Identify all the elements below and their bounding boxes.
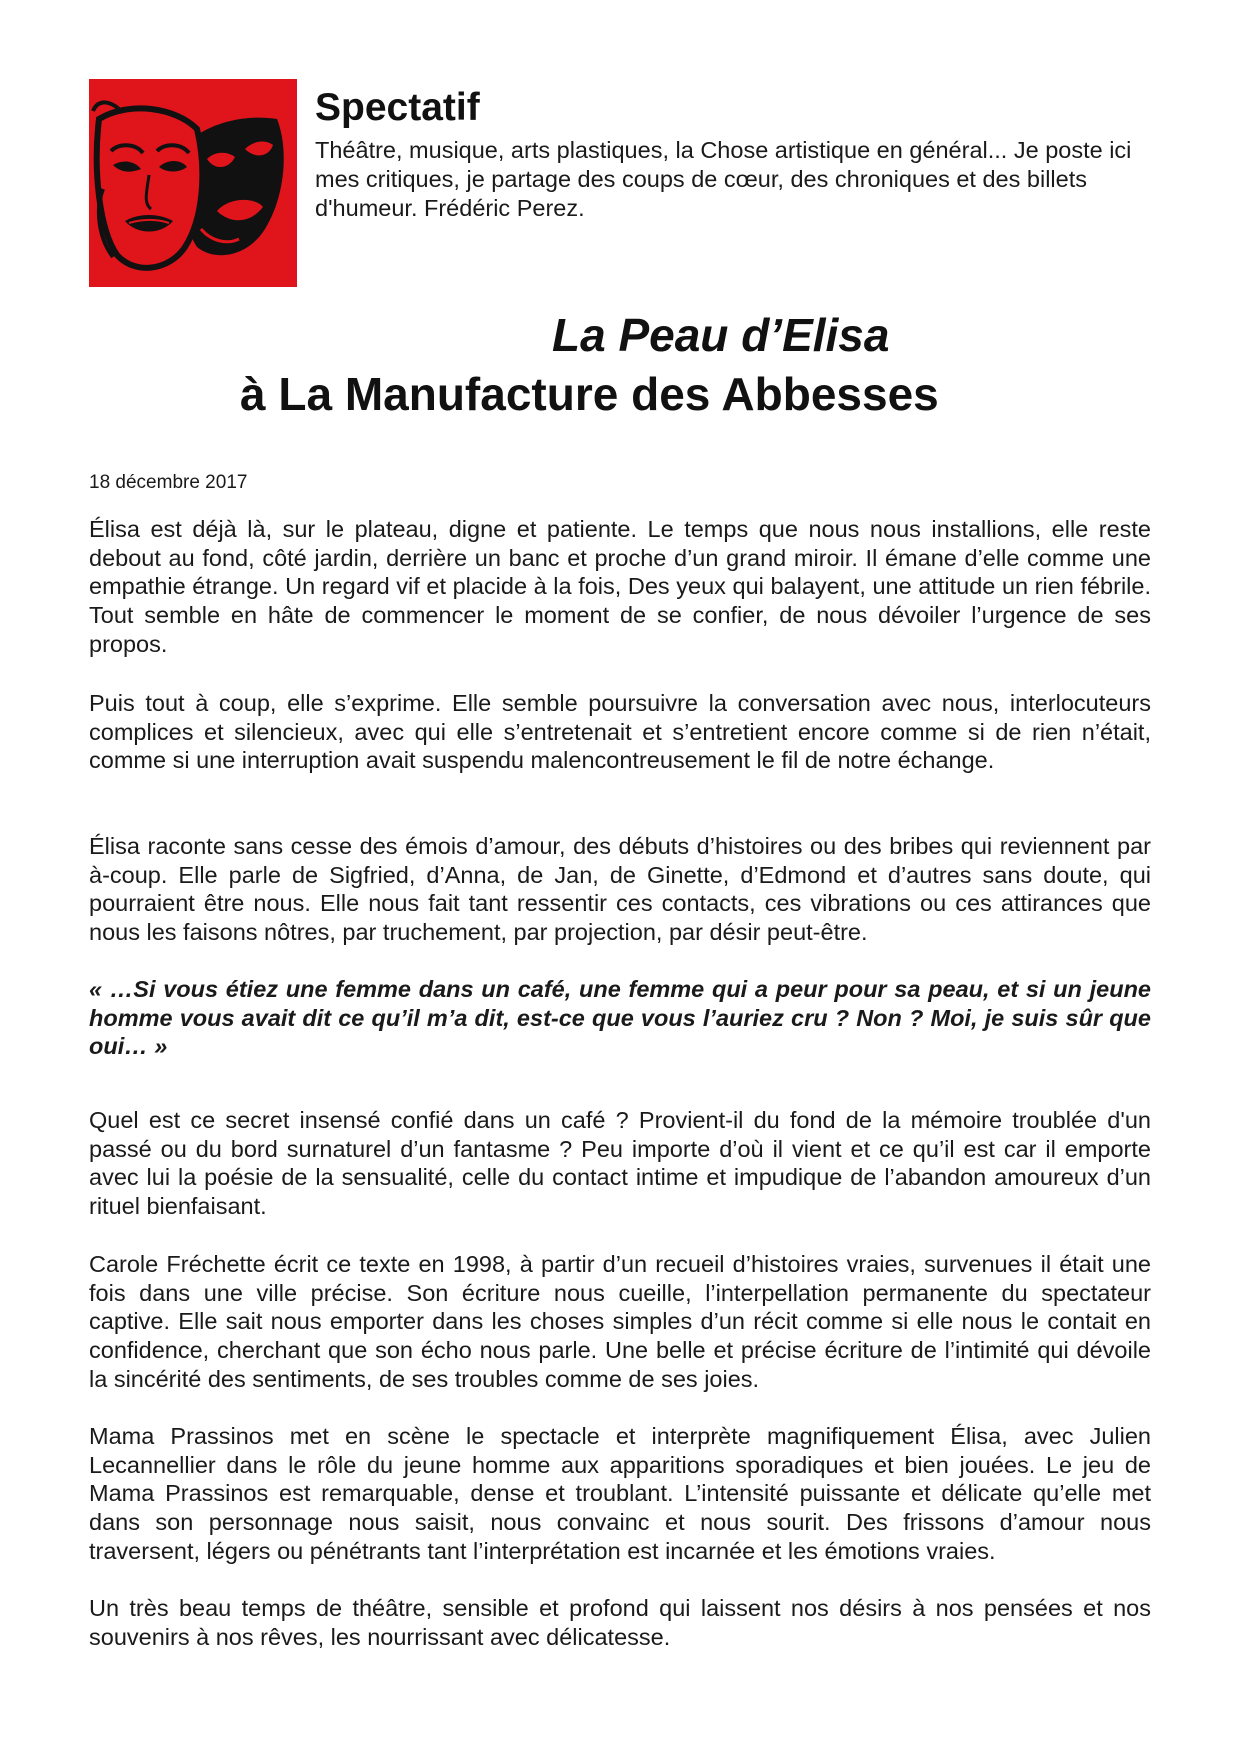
paragraph: Élisa est déjà là, sur le plateau, digne et patiente. Le temps que nous nous installions, elle reste debout au fond, côté jardin, derrière un banc et proche d’un grand miroir. Il émane d’elle comme une empathie étrange. Un regard vif et placide à la fois, Des yeux qui balayent, une attitude un rien fébrile. Tout semble en hâte de commencer le moment de se confier, de nous dévoiler l’urgence de ses propos. (89, 516, 1151, 657)
article-date: 18 décembre 2017 (89, 472, 248, 493)
paragraph: Mama Prassinos met en scène le spectacle et interprète magnifiquement Élisa, avec Julien Lecannellier dans le rôle du jeune homme aux apparitions sporadiques et bien jouées. Le jeu de Mama Prassinos est remarquable, dense et troublant. L’intensité puissante et délicate qu’elle met dans son personnage nous saisit, nous convainc et nous sourit. Des frissons d’amour nous traversent, légers ou pénétrants tant l’interprétation est incarnée et les émotions vraies. (89, 1423, 1151, 1564)
paragraph: Carole Fréchette écrit ce texte en 1998, à partir d’un recueil d’histoires vraies, survenues il était une fois dans une ville précise. Son écriture nous cueille, l’interpellation permanente du spectateur captive. Elle sait nous emporter dans les choses simples d’un récit comme si elle nous le contait en confidence, cherchant que son écho nous parle. Une belle et précise écriture de l’intimité qui dévoile la sincérité des sentiments, de ses troubles comme de ses joies. (89, 1251, 1151, 1392)
pull-quote: « …Si vous étiez une femme dans un café, une femme qui a peur pour sa peau, et si un jeune homme vous avait dit ce qu’il m’a dit, est-ce que vous l’auriez cru ? Non ? Moi, je suis sûr que oui… » (89, 976, 1151, 1060)
paragraph: Élisa raconte sans cesse des émois d’amour, des débuts d’histoires ou des bribes qui reviennent par à-coup. Elle parle de Sigfried, d’Anna, de Jan, de Ginette, d’Edmond et d’autres sans doute, qui pourraient être nous. Elle nous fait tant ressentir ces contacts, ces vibrations ou ces attirances que nous les faisons nôtres, par truchement, par projection, par désir peut-être. (89, 833, 1151, 946)
theatre-masks-icon (89, 79, 297, 287)
paragraph: Puis tout à coup, elle s’exprime. Elle semble poursuivre la conversation avec nous, interlocuteurs complices et silencieux, avec qui elle s’entretenait et s’entretient encore comme si de rien n’était, comme si une interruption avait suspendu malencontreusement le fil de notre échange. (89, 690, 1151, 774)
article-title-line-1: La Peau d’Elisa (552, 309, 890, 361)
blog-title: Spectatif (315, 86, 480, 129)
paragraph: Un très beau temps de théâtre, sensible et profond qui laissent nos désirs à nos pensées et nos souvenirs à nos rêves, les nourrissant avec délicatesse. (89, 1595, 1151, 1650)
article-title-line-2: à La Manufacture des Abbesses (240, 368, 939, 420)
blog-description: Théâtre, musique, arts plastiques, la Chose artistique en général... Je poste ici mes critiques, je partage des coups de cœur, des chroniques et des billets d'humeur. Frédéric Perez. (315, 137, 1132, 221)
paragraph: Quel est ce secret insensé confié dans un café ? Provient-il du fond de la mémoire troublée d'un passé ou du bord surnaturel d’un fantasme ? Peu importe d’où il vient et ce qu’il est car il emporte avec lui la poésie de la sensualité, celle du contact intime et impudique de l’abandon amoureux d’un rituel bienfaisant. (89, 1107, 1151, 1220)
